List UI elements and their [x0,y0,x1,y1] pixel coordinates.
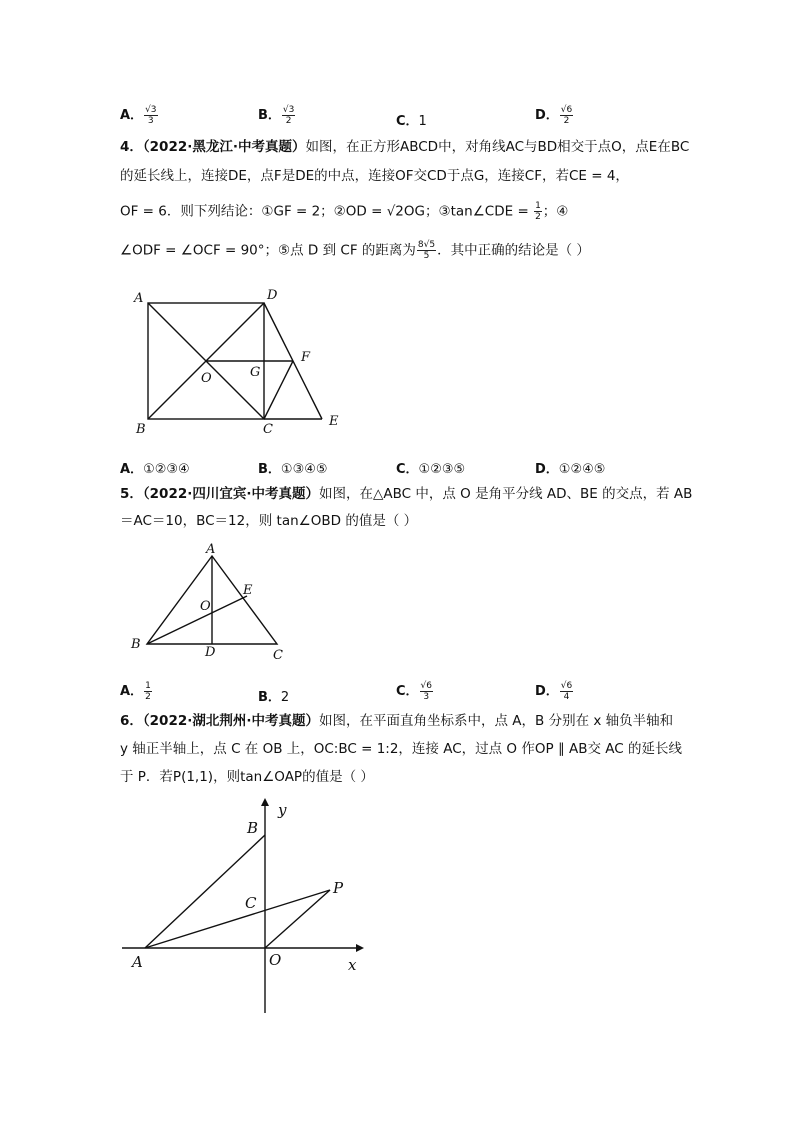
label-o: O [201,371,212,386]
q5-line-2: ＝AC＝10，BC＝12，则 tan∠OBD 的值是（ ） [120,513,418,529]
q5-option-c[interactable]: C． $\frac{√6}{3}$ [396,681,433,702]
label-c: C [273,648,283,663]
q4-line-4: ∠ODF = ∠OCF = 90°；⑤点 D 到 CF 的距离为 $\frac{8√5}{5}$ ．其中正确的结论是（ ） [120,240,590,261]
label-o: O [269,951,282,969]
label-o: O [200,599,211,614]
segment-cf [264,361,293,419]
q4-option-a[interactable]: A．①②③④ [120,462,190,477]
q3-options [120,104,680,129]
q4-line-1: 4．（2022·黑龙江·中考真题）如图，在正方形ABCD中，对角线AC与BD相交于点O，点E在BC [120,139,690,155]
q6-line-3: 于 P．若P(1,1)，则tan∠OAP的值是（ ） [120,769,374,785]
label-d: D [267,288,278,303]
label-d: D [205,645,216,660]
x-axis-arrow-icon [356,944,364,952]
label-e: E [329,414,339,429]
q5-option-d[interactable]: D． $\frac{√6}{4}$ [535,681,573,702]
q4-source: （2022·黑龙江·中考真题） [142,139,306,155]
segment-ab [145,835,265,948]
q5-line-1: 5．（2022·四川宜宾·中考真题）如图，在△ABC 中，点 O 是角平分线 AD、BE 的交点，若 AB [120,486,693,502]
segment-be [147,596,247,644]
q5-option-a[interactable]: A． $\frac{1}{2}$ [120,681,151,702]
q5-option-b[interactable]: B．2 [258,690,290,705]
q4-option-c[interactable]: C．①②③⑤ [396,462,466,477]
label-b: B [247,819,259,837]
q6-figure-coordinate [118,795,370,1017]
q6-source: （2022·湖北荆州·中考真题） [142,713,319,729]
label-a: A [132,953,143,971]
label-x: x [348,956,357,974]
q5-options [120,680,680,705]
q3-option-d[interactable]: D． $\frac{√6}{2}$ [535,105,573,126]
label-b: B [136,422,146,437]
label-e: E [243,583,253,598]
label-g: G [250,365,261,380]
label-y: y [278,801,287,819]
q3-option-b[interactable]: B． $\frac{√3}{2}$ [258,105,295,126]
q4-line-2: 的延长线上，连接DE，点F是DE的中点，连接OF交CD于点G，连接CF，若CE = 4， [120,168,629,184]
label-p: P [333,879,344,897]
q5-source: （2022·四川宜宾·中考真题） [142,486,319,502]
segment-op [265,890,330,948]
q4-line-3: OF = 6．则下列结论：①GF = 2；②OD = √2OG；③tan∠CDE = $\frac{1}{2}$ ；④ [120,201,569,222]
label-c: C [263,422,273,437]
q4-number: 4． [120,139,143,155]
q4-options [120,458,680,480]
q4-figure-square [125,283,355,443]
q4-option-d[interactable]: D．①②④⑤ [535,462,606,477]
q3-option-c[interactable]: C．1 [396,114,427,129]
label-c: C [245,894,257,912]
y-axis-arrow-icon [261,798,269,806]
label-b: B [131,637,141,652]
q3-option-a[interactable]: A． $\frac{√3}{3}$ [120,105,157,126]
q5-figure-triangle [125,538,295,663]
q6-line-2: y 轴正半轴上，点 C 在 OB 上，OC:BC = 1:2，连接 AC，过点 O 作OP ∥ AB交 AC 的延长线 [120,741,682,757]
segment-ap [145,890,330,948]
q6-line-1: 6．（2022·湖北荆州·中考真题）如图，在平面直角坐标系中，点 A，B 分别在 x 轴负半轴和 [120,713,674,729]
label-f: F [301,350,311,365]
q5-number: 5． [120,486,143,502]
q6-number: 6． [120,713,143,729]
q4-option-b[interactable]: B．①③④⑤ [258,462,328,477]
label-a: A [206,542,216,557]
label-a: A [134,291,144,306]
